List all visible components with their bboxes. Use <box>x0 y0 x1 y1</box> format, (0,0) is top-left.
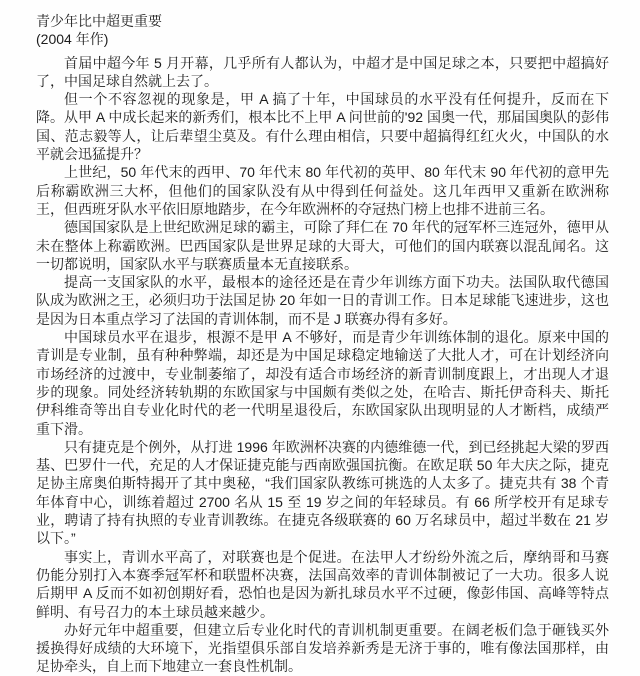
paragraph-4: 德国国家队是上世纪欧洲足球的霸主，可除了拜仁在 70 年代的冠军杯三连冠外，德甲从未在整体上称霸欧洲。巴西国家队是世界足球的大哥大，可他们的国内联赛以混乱闻名。这一切都说明，国家队水平与联赛质量本无直接联系。 <box>36 219 609 272</box>
essay-title: 青少年比中超更重要 <box>36 13 162 29</box>
paragraph-3: 上世纪，50 年代末的西甲、70 年代末 80 年代初的英甲、80 年代末 90 年代初的意甲先后称霸欧洲三大杯，但他们的国家队没有从中得到任何益处。这几年西甲又重新在欧洲称王，但西班牙队水平依旧原地踏步，在今年欧洲杯的夺冠热门榜上也排不进前三名。 <box>36 164 609 217</box>
paragraph-7: 只有捷克是个例外，从打进 1996 年欧洲杯决赛的内德维德一代，到已经挑起大梁的罗西基、巴罗什一代，充足的人才保证捷克能与西南欧强国抗衡。在欧足联 50 年大庆之际，捷克足协主席奥伯斯特揭开了其中奥秘，“我们国家队教练可挑选的人太多了。捷克共有 38 个青年体育中心，训练着超过 2700 名从 15 至 19 岁之间的年轻球员。有 66 所学校开有足球专业，聘请了持有执照的专业青训教练。在捷克各级联赛的 60 万名球员中，超过半数在 21 岁以下。” <box>36 438 609 547</box>
paragraph-8: 事实上，青训水平高了，对联赛也是个促进。在法甲人才纷纷外流之后，摩纳哥和马赛仍能分别打入本赛季冠军杯和联盟杯决赛，法国高效率的青训体制被记了一大功。很多人说后期甲 A 反而不如初创期好看，恐怕也是因为新扎球员水平不过硬，像彭伟国、高峰等特点鲜明、有号召力的本土球员越来越少。 <box>36 548 609 620</box>
paragraph-2: 但一个不容忽视的现象是，甲 A 搞了十年，中国球员的水平没有任何提升，反而在下降。从甲 A 中成长起来的新秀们，根本比不上甲 A 问世前的'92 国奥一代，那届国奥队的彭伟国、范志毅等人，让后辈望尘莫及。有什么理由相信，只要中超搞得红红火火，中国队的水平就会迅猛提升？ <box>36 91 609 163</box>
essay-date-note: (2004 年作) <box>36 31 109 48</box>
paragraph-1: 首届中超今年 5 月开幕，几乎所有人都认为，中超才是中国足球之本，只要把中超搞好了，中国足球自然就上去了。 <box>36 54 609 89</box>
paragraph-5: 提高一支国家队的水平，最根本的途径还是在青少年训练方面下功夫。法国队取代德国队成为欧洲之王，必须归功于法国足协 20 年如一日的青训工作。日本足球能飞速进步，这也是因为日本重点学习了法国的青训体制，而不是 J 联赛办得有多好。 <box>36 274 609 327</box>
paragraph-6: 中国球员水平在退步，根源不是甲 A 不够好，而是青少年训练体制的退化。原来中国的青训是专业制，虽有种种弊端，却还是为中国足球稳定地输送了大批人才，可在计划经济向市场经济的过渡中，专业制萎缩了，却没有适合市场经济的新青训制度跟上，才出现人才退步的现象。同处经济转轨期的东欧国家与中国颇有类似之处，在哈吉、斯托伊奇科夫、斯托伊科维奇等出自专业化时代的老一代明星退役后，东欧国家队出现明显的人才断档，成绩严重下滑。 <box>36 329 609 437</box>
essay-body <box>36 54 609 676</box>
paragraph-9: 办好元年中超重要，但建立后专业化时代的青训机制更重要。在阔老板们急于砸钱买外援换得好成绩的大环境下，光指望俱乐部自发培养新秀是无济于事的，唯有像法国那样，由足协牵头，自上而下地建立一套良性机制。 <box>36 621 609 675</box>
